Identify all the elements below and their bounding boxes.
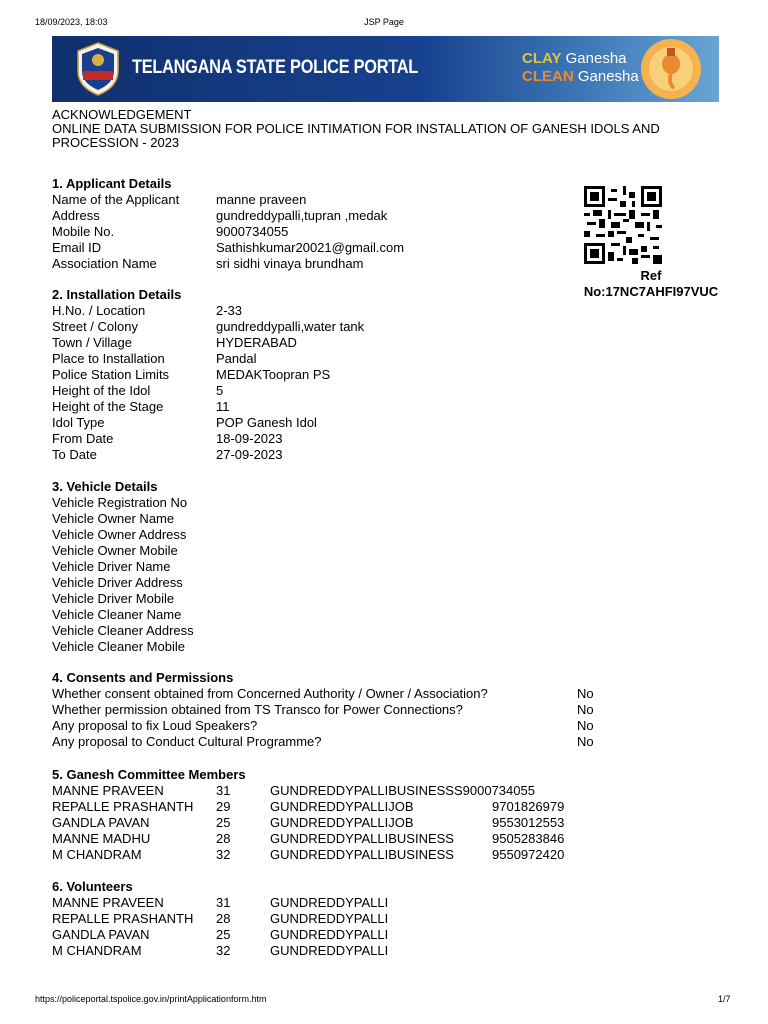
field-label: Street / Colony: [52, 319, 138, 334]
volunteer-age: 25: [216, 927, 231, 942]
field-label: To Date: [52, 447, 97, 462]
member-name: REPALLE PRASHANTH: [52, 799, 194, 814]
volunteer-place: GUNDREDDYPALLI: [270, 895, 389, 910]
ack-subtitle: ONLINE DATA SUBMISSION FOR POLICE INTIMATION FOR INSTALLATION OF GANESH IDOLS AND: [52, 121, 660, 136]
field-label: Vehicle Cleaner Address: [52, 623, 194, 638]
member-place-occupation: GUNDREDDYPALLIJOB: [270, 799, 414, 814]
field-label: Vehicle Owner Name: [52, 511, 175, 526]
member-mobile: 9553012553: [492, 815, 565, 830]
member-age: 31: [216, 783, 231, 798]
volunteer-place: GUNDREDDYPALLI: [270, 911, 389, 926]
field-label: Vehicle Owner Address: [52, 527, 187, 542]
field-value: Pandal: [216, 351, 257, 366]
section-heading-committee: 5. Ganesh Committee Members: [52, 767, 246, 782]
field-label: Address: [52, 208, 100, 223]
field-value: 11: [216, 399, 230, 414]
consent-question: Any proposal to fix Loud Speakers?: [52, 718, 258, 733]
member-name: GANDLA PAVAN: [52, 815, 150, 830]
clay-ganesha-logo: CLAY Ganesha CLEAN Ganesha: [522, 50, 639, 85]
field-label: Vehicle Cleaner Mobile: [52, 639, 185, 654]
field-label: Idol Type: [52, 415, 105, 430]
member-mobile: 9550972420: [492, 847, 565, 862]
consent-answer: No: [577, 686, 594, 701]
print-datetime: 18/09/2023, 18:03: [35, 17, 108, 27]
field-label: Vehicle Driver Mobile: [52, 591, 175, 606]
section-heading-volunteers: 6. Volunteers: [52, 879, 133, 894]
field-label: Association Name: [52, 256, 157, 271]
ack-title: ACKNOWLEDGEMENT: [52, 107, 192, 122]
consent-question: Any proposal to Conduct Cultural Programme?: [52, 734, 322, 749]
footer-page-number: 1/7: [718, 994, 731, 1004]
field-label: Height of the Idol: [52, 383, 151, 398]
field-label: Email ID: [52, 240, 102, 255]
field-label: Mobile No.: [52, 224, 115, 239]
field-value: manne praveen: [216, 192, 307, 207]
field-label: H.No. / Location: [52, 303, 146, 318]
field-value: 2-33: [216, 303, 243, 318]
member-mobile: 9505283846: [492, 831, 565, 846]
field-value: sri sidhi vinaya brundham: [216, 256, 364, 271]
volunteer-age: 28: [216, 911, 231, 926]
print-page-title: JSP Page: [364, 17, 404, 27]
volunteer-place: GUNDREDDYPALLI: [270, 943, 389, 958]
member-age: 32: [216, 847, 231, 862]
section-heading-consents: 4. Consents and Permissions: [52, 670, 234, 685]
field-label: Town / Village: [52, 335, 132, 350]
member-age: 28: [216, 831, 231, 846]
field-label: Place to Installation: [52, 351, 165, 366]
consent-answer: No: [577, 718, 594, 733]
section-heading-installation: 2. Installation Details: [52, 287, 182, 302]
form-sections: [52, 0, 752, 1024]
field-value: gundreddypalli,water tank: [216, 319, 365, 334]
member-place-occupation: GUNDREDDYPALLIJOB: [270, 815, 414, 830]
field-label: Vehicle Cleaner Name: [52, 607, 182, 622]
consent-answer: No: [577, 734, 594, 749]
volunteer-name: MANNE PRAVEEN: [52, 895, 164, 910]
field-label: Police Station Limits: [52, 367, 170, 382]
member-name: MANNE PRAVEEN: [52, 783, 164, 798]
member-mobile: 9701826979: [492, 799, 565, 814]
field-label: Vehicle Driver Name: [52, 559, 171, 574]
consent-answer: No: [577, 702, 594, 717]
member-place-occupation: GUNDREDDYPALLIBUSINESS: [270, 847, 454, 862]
field-label: Vehicle Registration No: [52, 495, 188, 510]
volunteer-name: M CHANDRAM: [52, 943, 142, 958]
field-value: 18-09-2023: [216, 431, 283, 446]
field-value: gundreddypalli,tupran ,medak: [216, 208, 388, 223]
volunteer-age: 31: [216, 895, 231, 910]
member-name: MANNE MADHU: [52, 831, 151, 846]
field-value: MEDAKToopran PS: [216, 367, 331, 382]
member-place-occupation: GUNDREDDYPALLIBUSINESS: [270, 831, 454, 846]
consent-question: Whether permission obtained from TS Transco for Power Connections?: [52, 702, 463, 717]
field-value: 5: [216, 383, 224, 398]
portal-title: TELANGANA STATE POLICE PORTAL: [132, 57, 419, 78]
volunteer-name: GANDLA PAVAN: [52, 927, 150, 942]
consent-question: Whether consent obtained from Concerned Authority / Owner / Association?: [52, 686, 488, 701]
field-value: 9000734055: [216, 224, 289, 239]
section-heading-applicant: 1. Applicant Details: [52, 176, 172, 191]
volunteer-place: GUNDREDDYPALLI: [270, 927, 389, 942]
volunteer-age: 32: [216, 943, 231, 958]
reference-number: Ref No:17NC7AHFI97VUC: [583, 268, 719, 299]
section-heading-vehicle: 3. Vehicle Details: [52, 479, 158, 494]
field-value: HYDERABAD: [216, 335, 297, 350]
field-value: 27-09-2023: [216, 447, 283, 462]
member-age: 25: [216, 815, 231, 830]
ack-subtitle-cont: PROCESSION - 2023: [52, 135, 180, 150]
footer-url: https://policeportal.tspolice.gov.in/printApplicationform.htm: [35, 994, 267, 1004]
field-label: Vehicle Driver Address: [52, 575, 183, 590]
volunteer-name: REPALLE PRASHANTH: [52, 911, 194, 926]
member-name: M CHANDRAM: [52, 847, 142, 862]
member-place-occupation: GUNDREDDYPALLIBUSINESSS9000734055: [270, 783, 535, 798]
field-label: Vehicle Owner Mobile: [52, 543, 178, 558]
field-value: POP Ganesh Idol: [216, 415, 317, 430]
field-label: Height of the Stage: [52, 399, 164, 414]
member-age: 29: [216, 799, 231, 814]
field-label: Name of the Applicant: [52, 192, 180, 207]
field-label: From Date: [52, 431, 114, 446]
field-value: Sathishkumar20021@gmail.com: [216, 240, 405, 255]
